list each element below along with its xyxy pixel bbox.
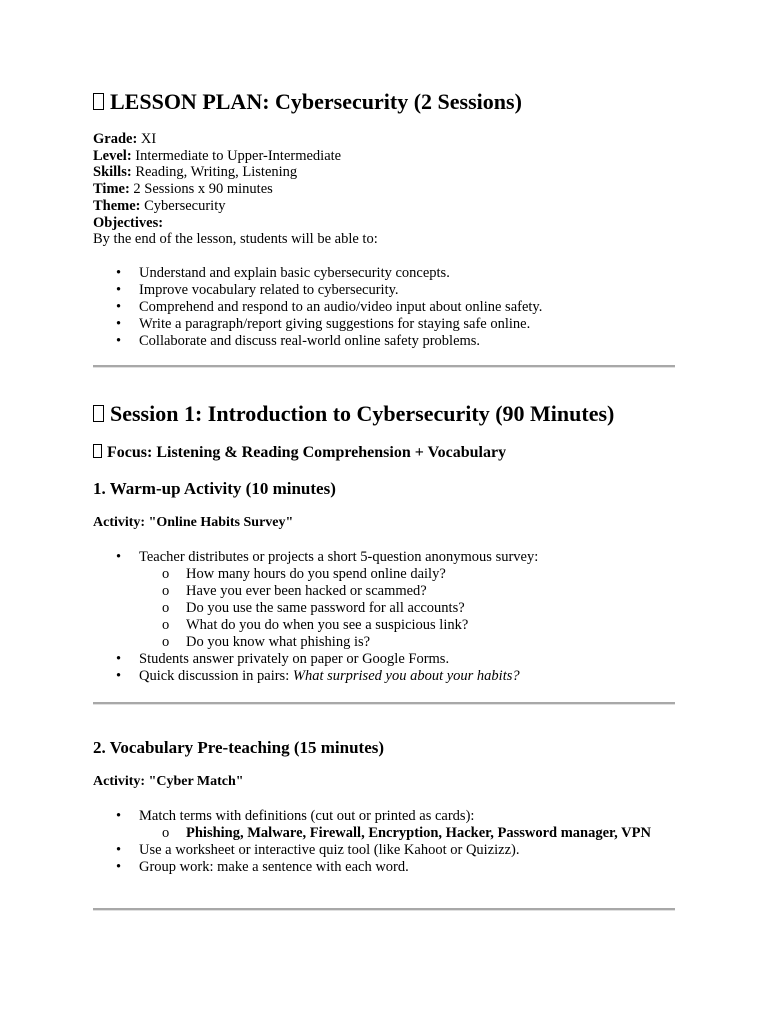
list-item: o What do you do when you see a suspicious link? [139,617,677,634]
lesson-title-text: LESSON PLAN: Cybersecurity (2 Sessions) [110,89,522,114]
list-item: • Comprehend and respond to an audio/video input about online safety. [93,299,677,316]
meta-objectives: Objectives: [93,214,164,231]
meta-theme: Theme: Cybersecurity [93,197,226,214]
list-item: • Match terms with definitions (cut out or printed as cards): o Phishing, Malware, Firewall, Encryption, Hacker, Password manager, VPN [93,808,677,842]
list-item: o How many hours do you spend online daily? [139,566,677,583]
missing-glyph-icon [93,405,104,422]
divider [93,908,675,911]
missing-glyph-icon [93,444,102,458]
list-item: • Group work: make a sentence with each word. [93,859,677,876]
warmup-list [93,549,677,685]
divider [93,365,675,368]
session1-focus [93,443,506,463]
list-item: • Teacher distributes or projects a short 5-question anonymous survey: o How many hours do you spend online daily? o Have you ever been hacked or scammed? o Do you use the same password for all accounts? o What do you do when you see a suspicious link? o Do you know what phishing is? [93,549,677,651]
list-item: o Do you use the same password for all accounts? [139,600,677,617]
vocab-activity: Activity: "Cyber Match" [93,774,244,789]
objectives-list [93,265,677,350]
vocab-heading: 2. Vocabulary Pre-teaching (15 minutes) [93,738,385,757]
objectives-intro: By the end of the lesson, students will be able to: [93,231,378,248]
warmup-heading: 1. Warm-up Activity (10 minutes) [93,479,336,498]
list-item: • Quick discussion in pairs: What surprised you about your habits? [93,668,677,685]
session1-title [93,401,614,427]
survey-questions [139,566,677,651]
lesson-meta [93,131,378,248]
session1-focus-text: Focus: Listening & Reading Comprehension + Vocabulary [107,444,507,461]
meta-grade: Grade: XI [93,131,157,147]
warmup-activity: Activity: "Online Habits Survey" [93,515,294,530]
list-item: • Use a worksheet or interactive quiz tool (like Kahoot or Quizizz). [93,842,677,859]
list-item: • Understand and explain basic cybersecurity concepts. [93,265,677,282]
list-item: • Students answer privately on paper or Google Forms. [93,651,677,668]
list-item: o Do you know what phishing is? [139,634,677,651]
missing-glyph-icon [93,93,104,110]
meta-time: Time: 2 Sessions x 90 minutes [93,181,273,198]
meta-level: Level: Intermediate to Upper-Intermediate [93,147,342,164]
vocab-terms [139,825,677,842]
session1-title-text: Session 1: Introduction to Cybersecurity (90 Minutes) [110,401,615,426]
list-item: • Collaborate and discuss real-world online safety problems. [93,333,677,350]
list-item: • Improve vocabulary related to cybersecurity. [93,282,677,299]
divider [93,702,675,705]
meta-skills: Skills: Reading, Writing, Listening [93,164,298,181]
list-item: • Write a paragraph/report giving suggestions for staying safe online. [93,316,677,333]
lesson-title [93,89,522,115]
list-item: o Phishing, Malware, Firewall, Encryption, Hacker, Password manager, VPN [139,825,677,842]
vocab-list [93,808,677,876]
list-item: o Have you ever been hacked or scammed? [139,583,677,600]
